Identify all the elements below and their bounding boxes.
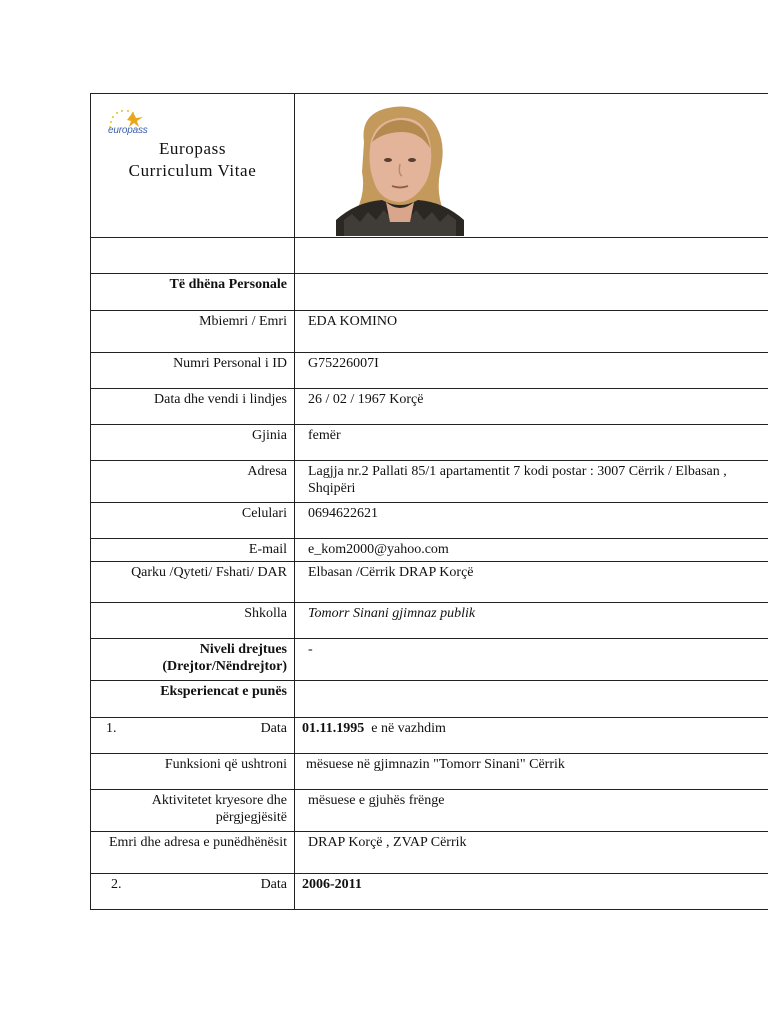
exp2-date-row xyxy=(91,874,768,910)
spacer-left xyxy=(91,238,295,274)
experience-section-empty xyxy=(295,681,768,718)
exp1-function-value: mësuese në gjimnazin "Tomorr Sinani" Cërrik xyxy=(295,754,768,790)
value-id: G75226007I xyxy=(295,353,768,389)
exp1-employer-row xyxy=(91,832,768,874)
row-birth xyxy=(91,389,768,425)
value-name: EDA KOMINO xyxy=(295,311,768,353)
cv-table xyxy=(90,93,768,910)
personal-section-empty xyxy=(295,274,768,311)
cv-title xyxy=(91,138,294,182)
label-address: Adresa xyxy=(91,461,295,503)
profile-photo xyxy=(336,102,464,236)
value-leadership: - xyxy=(295,639,768,681)
row-region xyxy=(91,562,768,603)
section-personal xyxy=(91,274,768,311)
label-email: E-mail xyxy=(91,539,295,562)
exp1-date-label: Data xyxy=(260,721,287,736)
row-phone xyxy=(91,503,768,539)
value-birth: 26 / 02 / 1967 Korçë xyxy=(295,389,768,425)
value-region: Elbasan /Cërrik DRAP Korçë xyxy=(295,562,768,603)
exp1-employer-value: DRAP Korçë , ZVAP Cërrik xyxy=(295,832,768,874)
row-address xyxy=(91,461,768,503)
label-id: Numri Personal i ID xyxy=(91,353,295,389)
exp1-date-row xyxy=(91,718,768,754)
label-leadership: Niveli drejtues (Drejtor/Nëndrejtor) xyxy=(91,639,295,681)
spacer-right xyxy=(295,238,768,274)
europass-logo-text: europass xyxy=(108,125,148,136)
exp1-activities-row xyxy=(91,790,768,832)
exp1-function-label: Funksioni që ushtroni xyxy=(91,754,295,790)
exp1-date-label-cell xyxy=(91,718,295,754)
value-email: e_kom2000@yahoo.com xyxy=(295,539,768,562)
exp1-date-value-cell xyxy=(295,718,768,754)
experience-section-title: Eksperiencat e punës xyxy=(91,681,295,718)
exp1-activities-label: Aktivitetet kryesore dhe përgjegjësitë xyxy=(91,790,295,832)
exp1-activities-value: mësuese e gjuhës frënge xyxy=(295,790,768,832)
exp1-date-bold: 01.11.1995 xyxy=(302,721,365,736)
cv-title-line2: Curriculum Vitae xyxy=(128,161,257,180)
row-id xyxy=(91,353,768,389)
exp1-employer-label: Emri dhe adresa e punëdhënësit xyxy=(91,832,295,874)
value-school: Tomorr Sinani gjimnaz publik xyxy=(295,603,768,639)
row-email xyxy=(91,539,768,562)
personal-section-title: Të dhëna Personale xyxy=(91,274,295,311)
label-gender: Gjinia xyxy=(91,425,295,461)
exp2-date-label-cell xyxy=(91,874,295,910)
label-region: Qarku /Qyteti/ Fshati/ DAR xyxy=(91,562,295,603)
row-school xyxy=(91,603,768,639)
exp1-number: 1. xyxy=(106,721,117,736)
photo-cell xyxy=(295,94,768,238)
exp2-date-label: Data xyxy=(260,877,287,892)
label-name: Mbiemri / Emri xyxy=(91,311,295,353)
spacer-row xyxy=(91,238,768,274)
section-experience xyxy=(91,681,768,718)
value-gender: femër xyxy=(295,425,768,461)
cv-title-line1: Europass xyxy=(158,139,227,158)
value-address: Lagjja nr.2 Pallati 85/1 apartamentit 7 kodi postar : 3007 Cërrik / Elbasan , Shqipëri xyxy=(295,461,768,503)
exp2-number: 2. xyxy=(111,877,122,892)
exp1-function-row xyxy=(91,754,768,790)
exp2-date-value: 2006-2011 xyxy=(295,874,768,910)
row-name xyxy=(91,311,768,353)
value-phone: 0694622621 xyxy=(295,503,768,539)
label-birth: Data dhe vendi i lindjes xyxy=(91,389,295,425)
label-school: Shkolla xyxy=(91,603,295,639)
label-phone: Celulari xyxy=(91,503,295,539)
row-leadership xyxy=(91,639,768,681)
cv-header-row xyxy=(91,94,768,238)
row-gender xyxy=(91,425,768,461)
cv-header-cell xyxy=(91,94,295,238)
exp1-date-rest: e në vazhdim xyxy=(364,721,446,736)
